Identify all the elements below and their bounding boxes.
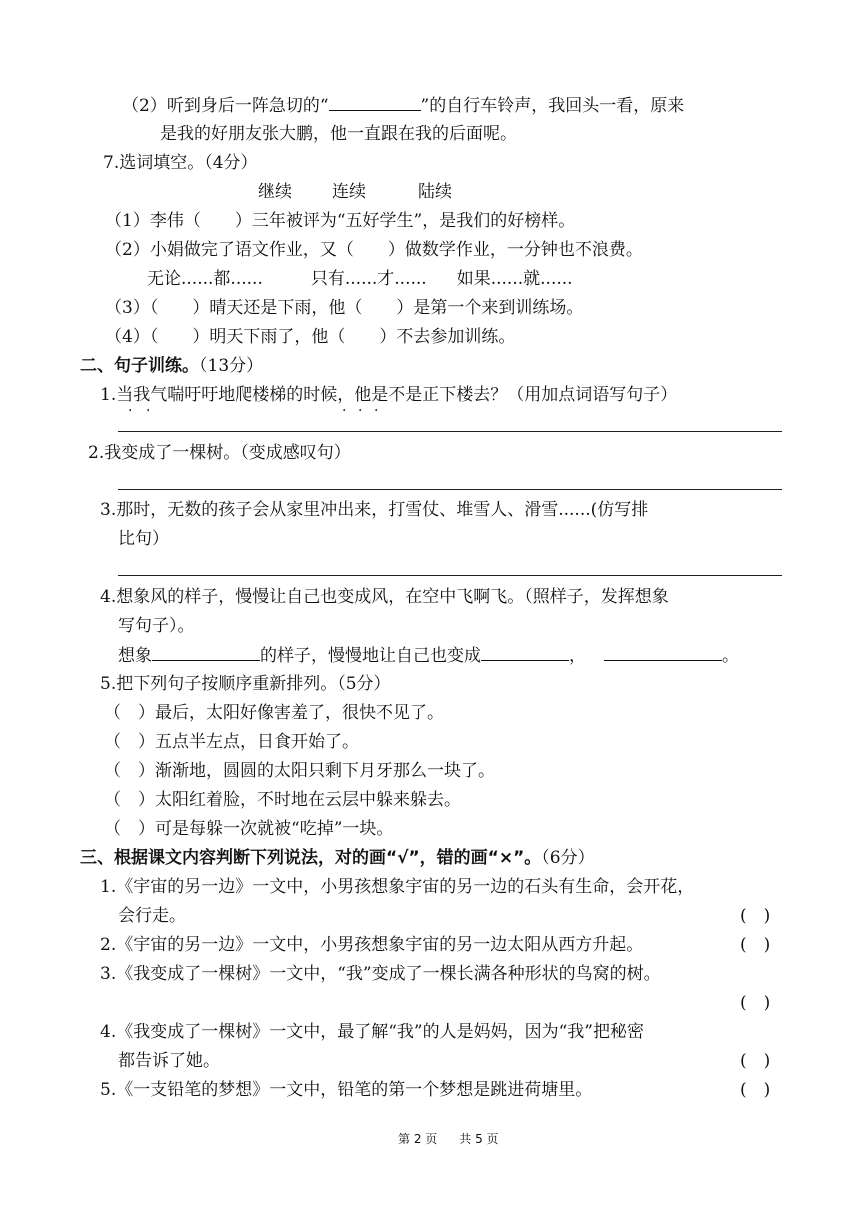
s2-q5-title: 5.把下列句子按顺序重新排列。（5分） (100, 674, 391, 694)
q7-item-3: （3）（ ）晴天还是下雨，他（ ）是第一个来到训练场。 (105, 298, 584, 318)
s2-q2: 2.我变成了一棵树。（变成感叹句） (88, 443, 351, 463)
s2-q1: 1.当我气喘吁吁地爬楼梯的时候，他是不是正下楼去？（用加点词语写句子） (100, 385, 678, 405)
q7-item-4: （4）（ ）明天下雨了，他（ ）不去参加训练。 (105, 327, 516, 347)
q7-item-2: （2）小娟做完了语文作业，又（ ）做数学作业，一分钟也不浪费。 (105, 240, 643, 260)
section-2-heading: 二、句子训练。（13分） (80, 356, 264, 376)
answer-line[interactable] (118, 489, 782, 490)
q7-word-options: 继续 连续 陆续 (258, 182, 452, 202)
emphasis-dot: · (374, 403, 379, 419)
s3-j1-line1: 1.《宇宙的另一边》一文中，小男孩想象宇宙的另一边的石头有生命，会开花， (100, 877, 695, 897)
judge-paren[interactable]: ( ) (740, 1051, 771, 1071)
s3-j1-line2: 会行走。 (118, 906, 186, 926)
s3-j5: 5.《一支铅笔的梦想》一文中，铅笔的第一个梦想是跳进荷塘里。 (100, 1080, 593, 1100)
s2-q5-item: （ ）太阳红着脸，不时地在云层中躲来躲去。 (104, 790, 461, 810)
s2-q4-fill: 想象 的样子，慢慢地让自己也变成 ， 。 (118, 642, 739, 669)
s2-q5-item: （ ）最后，太阳好像害羞了，很快不见了。 (104, 703, 444, 723)
q7-conj-options: 无论......都...... 只有......才...... 如果......就...... (147, 269, 573, 289)
s3-j4-line1: 4.《我变成了一棵树》一文中，最了解“我”的人是妈妈，因为“我”把秘密 (100, 1022, 644, 1042)
s2-q3-line2: 比句） (118, 529, 169, 549)
q7-title: 7.选词填空。（4分） (103, 153, 258, 173)
emphasis-dot: · (146, 403, 151, 419)
answer-line[interactable] (118, 575, 782, 576)
answer-blank[interactable] (152, 642, 260, 661)
s2-q4-line2: 写句子）。 (118, 616, 195, 636)
s2-q5-item: （ ）渐渐地，圆圆的太阳只剩下月牙那么一块了。 (104, 761, 495, 781)
answer-line[interactable] (118, 431, 782, 432)
emphasis-dot: · (358, 403, 363, 419)
emphasis-dot: · (342, 403, 347, 419)
answer-blank[interactable] (604, 642, 722, 661)
s2-q4-line1: 4.想象风的样子，慢慢让自己也变成风，在空中飞啊飞。（照样子，发挥想象 (100, 587, 669, 607)
q6-2-line1: （2）听到身后一阵急切的“ ”的自行车铃声，我回头一看，原来 (122, 92, 684, 119)
s3-j3: 3.《我变成了一棵树》一文中，“我”变成了一棵长满各种形状的鸟窝的树。 (100, 964, 661, 984)
section-3-heading: 三、根据课文内容判断下列说法，对的画“√”，错的画“×”。（6分） (80, 848, 595, 868)
s2-q5-item: （ ）可是每躲一次就被“吃掉”一块。 (104, 819, 394, 839)
answer-blank[interactable] (329, 92, 421, 111)
q7-item-1: （1）李伟（ ）三年被评为“五好学生”，是我们的好榜样。 (105, 211, 576, 231)
judge-paren[interactable]: ( ) (740, 906, 771, 926)
judge-paren[interactable]: ( ) (740, 1080, 771, 1100)
emphasis-dot: · (128, 403, 133, 419)
page-footer: 第 2 页 共 5 页 (398, 1132, 499, 1146)
s3-j4-line2: 都告诉了她。 (118, 1051, 220, 1071)
judge-paren[interactable]: ( ) (740, 935, 771, 955)
s3-j2: 2.《宇宙的另一边》一文中，小男孩想象宇宙的另一边太阳从西方升起。 (100, 935, 644, 955)
s2-q3-line1: 3.那时，无数的孩子会从家里冲出来，打雪仗、堆雪人、滑雪......(仿写排 (100, 500, 649, 520)
s2-q5-item: （ ）五点半左点，日食开始了。 (104, 732, 359, 752)
judge-paren[interactable]: ( ) (740, 993, 771, 1013)
q6-2-line2: 是我的好朋友张大鹏，他一直跟在我的后面呢。 (160, 124, 517, 144)
answer-blank[interactable] (481, 642, 569, 661)
